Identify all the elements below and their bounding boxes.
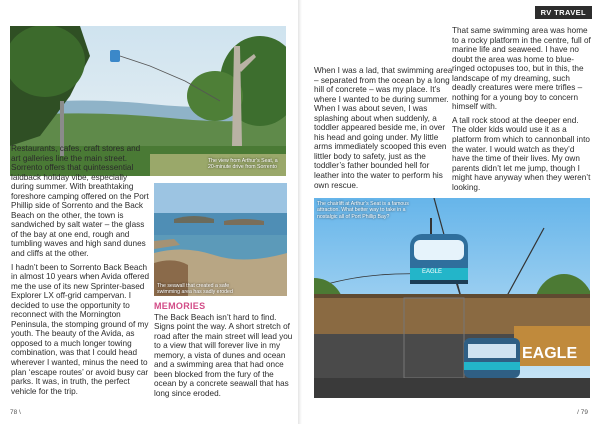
paragraph: That same swimming area was home to a rocky platform in the centre, full of marine life and seaweed. I have no doubt the area was home to blue-ringed octopuses too, but in this, the landscape of my dreaming, such deadly creatures were mere trifles – nothing for a young boy to concern himself with. (452, 26, 591, 112)
seawall-photo (154, 183, 287, 296)
seawall-caption: The seawall that created a safe swimming area has sadly eroded (157, 283, 233, 296)
left-folio: 78 \ (10, 409, 21, 416)
arthurs-seat-caption: The view from Arthur’s Seat, a 20-minute drive from Sorrento (208, 158, 278, 171)
paragraph: A tall rock stood at the deeper end. The older kids would use it as a platform from which to cannonball into the water. I would watch as they’d have the time of their lives. My own parents didn’t let me jump, though I might have anyway when they weren’t looking. (452, 115, 591, 192)
page-gutter (298, 0, 302, 424)
right-folio: / 79 (577, 409, 588, 416)
paragraph: The Back Beach isn’t hard to find. Signs point the way. A short stretch of road after the main street will lead you to a view that will forever live in my memory, a vista of dunes and ocean and a swimming area that had once been blocked from the fury of the ocean by a concrete seawall that has long since eroded. (154, 312, 293, 398)
left-column-text (11, 144, 151, 400)
paragraph: I hadn’t been to Sorrento Back Beach in almost 10 years when Avida offered me the use of its new Sprinter-based Explorer LX off-grid campervan. I decided to use the opportunity to reconnect with the Mornington Peninsula, the stomping ground of my youth. The beauty of the Avida, as opposed to a much longer towing combination, was that I could head wherever I wanted, minus the need to plan ‘escape routes’ or avoid busy car parks. It was, in truth, the perfect vehicle for the trip. (11, 262, 150, 396)
paragraph: When I was a lad, that swimming area – separated from the ocean by a long hill of concrete – was my place. It’s where I wanted to be during summer. When I was about seven, I was splashing about when suddenly, a toddler appeared beside me, in over his head and going under. My little arms immediately scooped this even littler body to safety, just as the toddler’s father bounded hell for leather into the water to perform his own rescue. (314, 66, 453, 190)
gondola-photo (314, 198, 590, 398)
right-top-text (314, 66, 456, 194)
middle-column-text (154, 300, 296, 402)
paragraph: Restaurants, cafes, craft stores and art galleries line the main street. Sorrento offers that quintessential laidback holiday vibe, especially during summer. With breathtaking foreshore camping offered on the Port Phillip side of Sorrento and the Back Beach on the other, the town is sandwiched by salt water – the glass of the bay at one end, rough and tumbling waves and high sand dunes and cliffs at the other. (11, 144, 149, 259)
gondola-sign-text: EAGLE (422, 269, 443, 275)
section-tag: RV TRAVEL (535, 6, 592, 19)
gondola-caption: The chairlift at Arthur’s Seat is a famous attraction. What better way to take in a nostalgic all of Port Phillip Bay? (317, 201, 409, 220)
far-right-text (452, 26, 594, 196)
memories-heading: MEMORIES (154, 301, 206, 311)
station-sign-text: EAGLE (522, 345, 578, 362)
right-page (300, 0, 600, 424)
